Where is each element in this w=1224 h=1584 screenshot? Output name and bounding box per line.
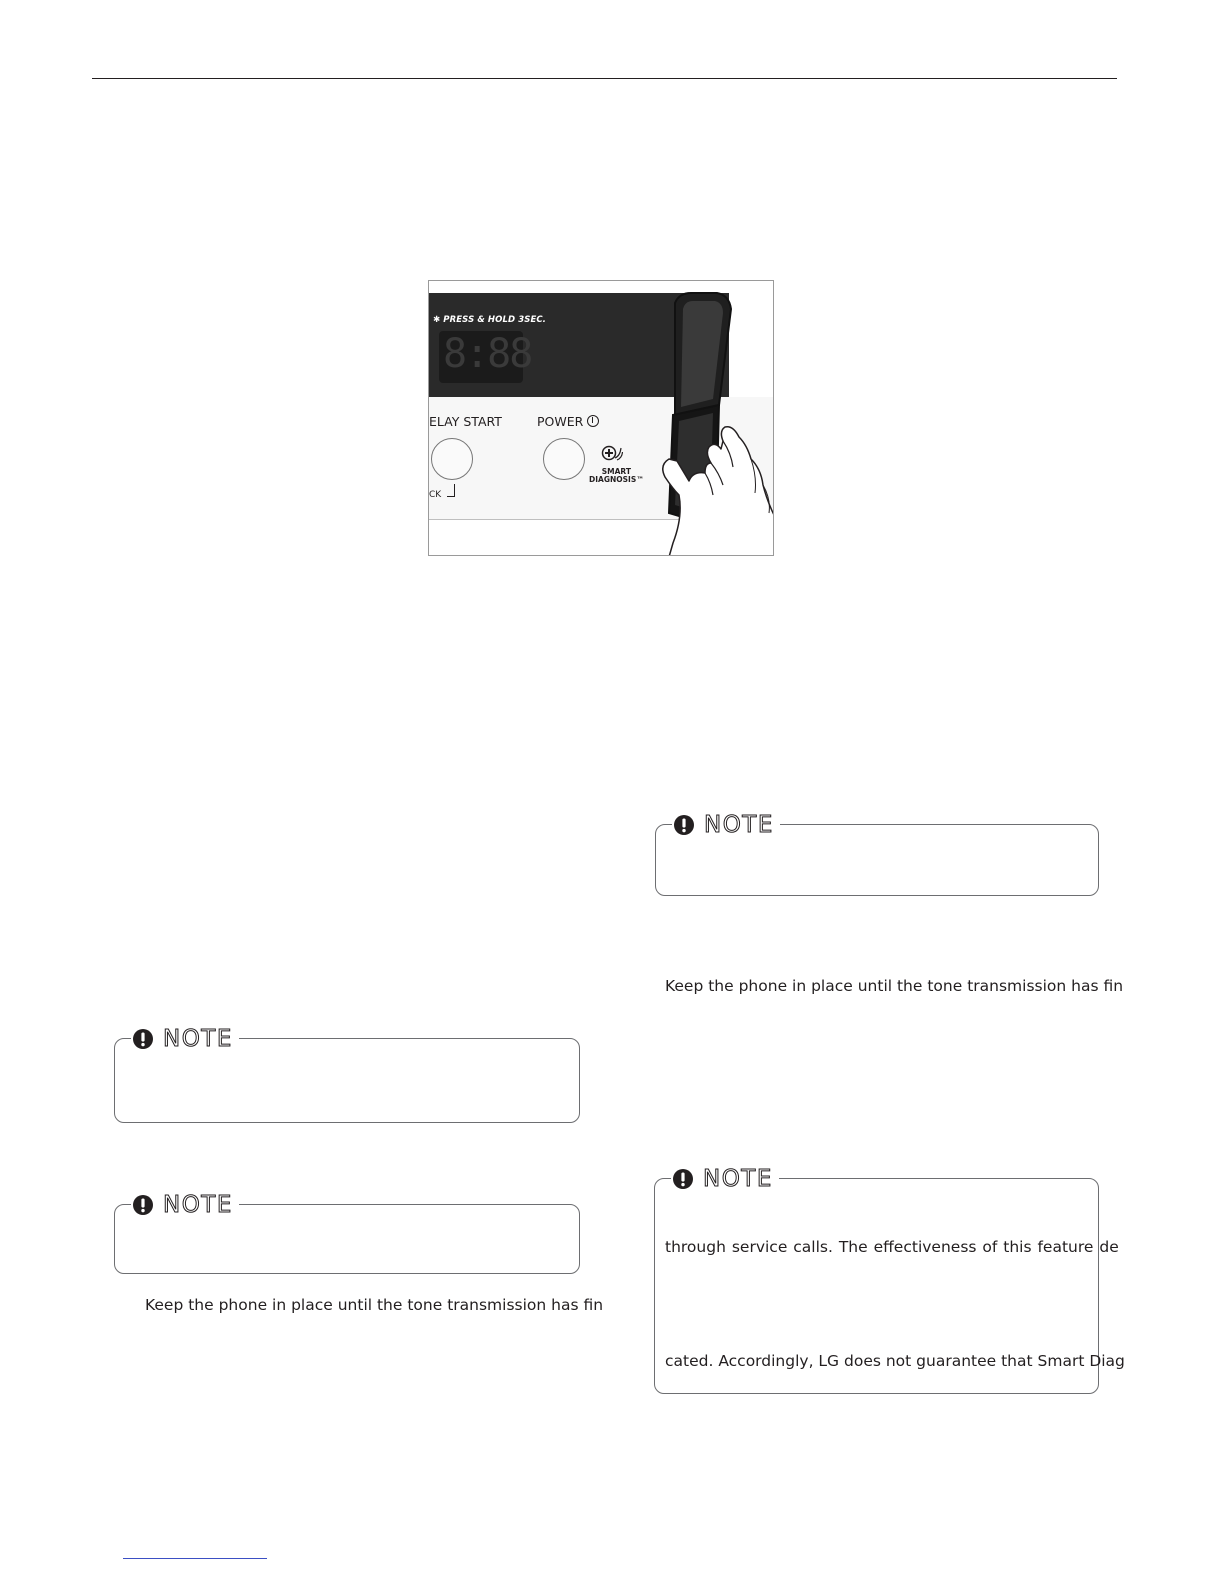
- note-label: NOTE: [703, 1166, 773, 1192]
- smart-diagnosis-label: [589, 468, 644, 484]
- disclaimer-line-2: cated. Accordingly, LG does not guarantee that Smart Diag: [665, 1352, 1125, 1370]
- note-box-left-1: [114, 1026, 580, 1123]
- header-rule: [92, 78, 1117, 79]
- note-header: [672, 811, 780, 839]
- exclamation-circle-icon: [133, 1195, 153, 1215]
- press-hold-caption: ✱ PRESS & HOLD 3SEC.: [433, 315, 547, 325]
- display-digits: 8:88: [443, 331, 532, 377]
- delay-start-label: ELAY START: [429, 414, 502, 429]
- power-icon: [587, 415, 599, 427]
- note-header: [131, 1025, 239, 1053]
- smart-diagnosis-figure: [428, 280, 774, 556]
- lock-label: CK: [429, 490, 442, 500]
- note-label: NOTE: [163, 1192, 233, 1218]
- note-box-left-2: [114, 1192, 580, 1274]
- phone-in-hand-illustration: [639, 281, 774, 556]
- exclamation-circle-icon: [674, 815, 694, 835]
- exclamation-circle-icon: [673, 1169, 693, 1189]
- smart-diagnosis-label-line1: SMART: [601, 467, 631, 476]
- disclaimer-line-1: through service calls. The effectiveness of this feature de: [665, 1238, 1119, 1256]
- smart-diagnosis-label-line2: DIAGNOSIS™: [589, 475, 644, 484]
- power-button: [543, 438, 585, 480]
- exclamation-circle-icon: [133, 1029, 153, 1049]
- note-label: NOTE: [704, 812, 774, 838]
- delay-start-button: [431, 438, 473, 480]
- keep-phone-instruction-right: Keep the phone in place until the tone transmission has fin: [665, 977, 1124, 995]
- note-label: NOTE: [163, 1026, 233, 1052]
- note-header: [671, 1165, 779, 1193]
- note-box-right-1: [655, 812, 1099, 896]
- lock-bracket: [447, 484, 455, 497]
- note-header: [131, 1191, 239, 1219]
- keep-phone-instruction-left: Keep the phone in place until the tone transmission has fin: [145, 1296, 604, 1314]
- power-label: POWER: [537, 414, 584, 429]
- link-underline: [123, 1558, 267, 1559]
- smart-diagnosis-icon: [601, 444, 623, 464]
